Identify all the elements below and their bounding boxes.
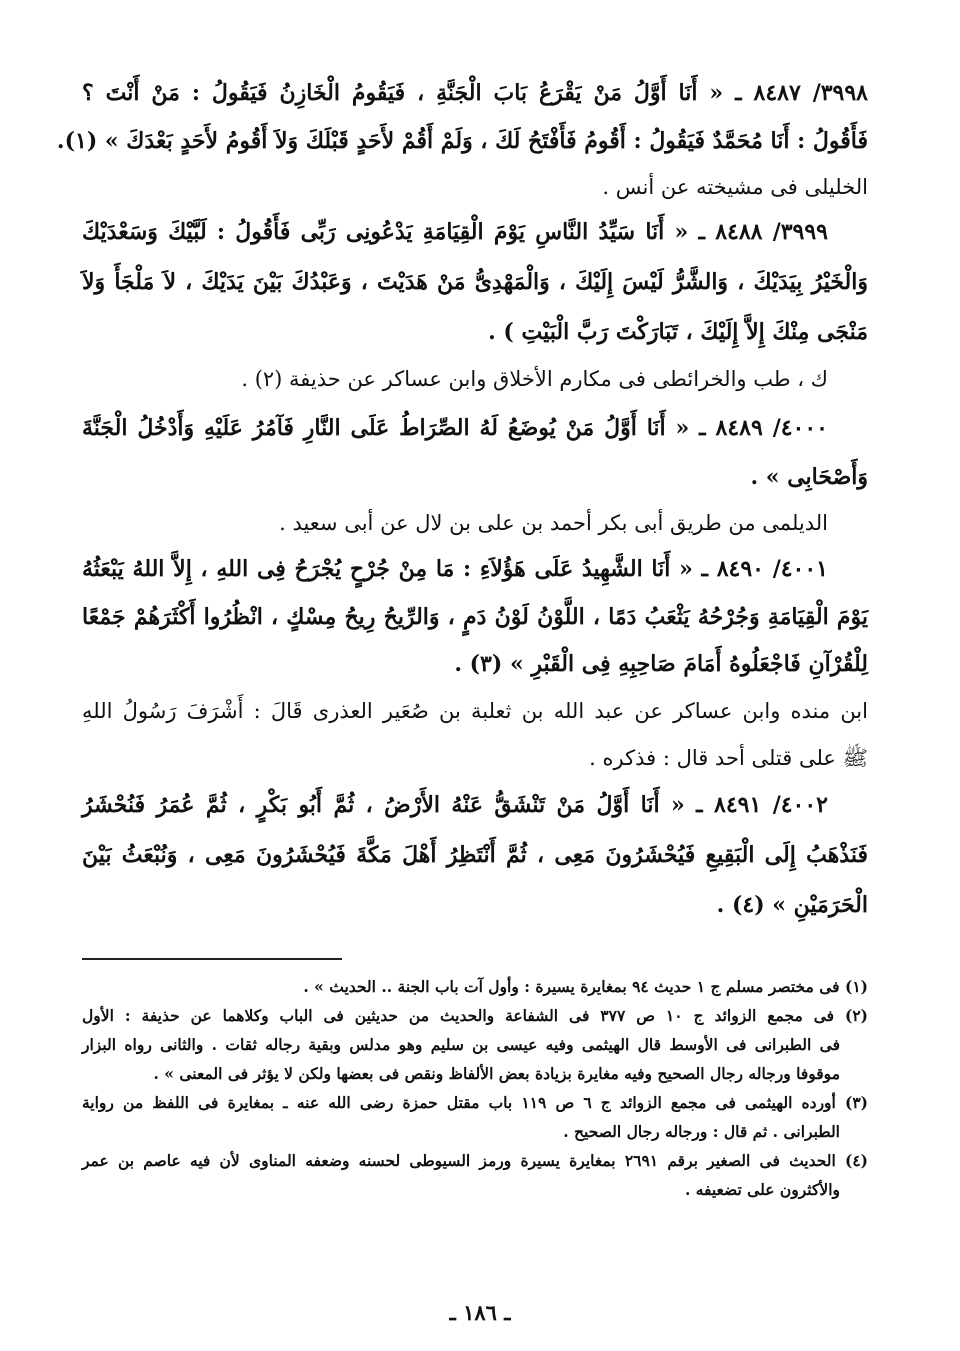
hadith-4002-line-2: فَنَذْهَبُ إِلَى الْبَقِيعِ فَيُحْشَرُونَ مَعِى ، ثُمَّ أَنْتَظِرُ أَهْلَ مَكَّةَ فَيُحْشَرُونَ مَعِى ، وَنُبْعَثُ بَيْنَ (82, 842, 868, 868)
footnote-2-line-2: فى الطبرانى فى الأوسط قال الهيثمى وفيه عيسى بن سليم وهو مدلس وبقية رجاله ثقات . والثانى رواه البزار (82, 1035, 840, 1054)
hadith-4001-line-2: يَوْمَ الْقِيَامَةِ وَجُرْحُهُ يَثْعَبُ دَمًا ، اللَّوْنُ لَوْنُ دَمٍ ، وَالرِّيحُ رِيحُ مِسْكٍ ، انْظُرُوا أَكْثَرَهُمْ جَمْعًا (82, 604, 868, 630)
source-4000: الديلمى من طريق أبى بكر أحمد بن على بن لال عن أبى سعيد . (279, 511, 828, 535)
footnote-1: (١) فى مختصر مسلم ج ١ حديث ٩٤ بمغايرة يسيرة : وأول آت باب الجنة .. الحديث » . (303, 977, 868, 996)
hadith-3999-line-1: ٣٩٩٩/ ٨٤٨٨ ـ « أَنَا سَيِّدُ النَّاسِ يَوْمَ الْقِيَامَةِ يَدْعُونِى رَبِّى فَأَقُولُ : لَبَّيْكَ وَسَعْدَيْكَ (82, 219, 828, 245)
footnote-3-line-2: الطبرانى . ثم قال : ورجاله رجال الصحيح . (563, 1122, 840, 1141)
footnotes (82, 972, 868, 1204)
footnote-2-line-1: (٢) فى مجمع الزوائد ج ١٠ ص ٣٧٧ فى الشفاعة والحديث من حديثين فى الباب وكلاهما عن حذيفة : الأول (82, 1006, 868, 1025)
main-text (56, 70, 868, 929)
hadith-4000-line-1: ٤٠٠٠/ ٨٤٨٩ ـ « أَنَا أَوَّلُ مَنْ يُوضَعُ لَهُ الصِّرَاطُ عَلَى النَّارِ فَآمُرُ عَلَيْهِ وَأَدْخُلُ الْجَنَّةَ (82, 415, 828, 441)
hadith-4000-line-2: وَأَصْحَابِى » . (750, 464, 868, 490)
footnote-separator (82, 958, 342, 960)
page-number: ـ ١٨٦ ـ (449, 1300, 511, 1325)
hadith-3998-line-2: فَأَقُولُ : أَنَا مُحَمَّدٌ فَيَقُولُ : أَقُومُ فَأَفْتَحُ لَكَ ، وَلَمْ أَقُمْ لأَحَدٍ قَبْلَكَ وَلاَ أَقُومُ لأَحَدٍ بَعْدَكَ » (١). (56, 128, 868, 154)
hadith-4002-line-1: ٤٠٠٢/ ٨٤٩١ ـ « أَنَا أَوَّلُ مَنْ تَنْشَقُّ عَنْهُ الأَرْضُ ، ثُمَّ أَبُو بَكْرٍ ، ثُمَّ عُمَرُ فَنُحْشَرُ (82, 792, 828, 818)
hadith-3999-line-3: مَنْجَى مِنْكَ إِلاَّ إِلَيْكَ ، تَبَارَكْتَ رَبَّ الْبَيْتِ ) . (488, 319, 868, 345)
footnote-4-line-1: (٤) الحديث فى الصغير برقم ٢٦٩١ بمغايرة يسيرة ورمز السيوطى لحسنه وضعفه المناوى لأن فيه عاصم بن عمر (82, 1151, 868, 1170)
footnote-4-line-2: والأكثرون على تضعيفه . (684, 1180, 840, 1199)
source-3998: الخليلى فى مشيخته عن أنس . (602, 175, 868, 199)
source-3999: ك ، طب والخرائطى فى مكارم الأخلاق وابن عساكر عن حذيفة (٢) . (241, 367, 828, 391)
hadith-4001-line-3: لِلْقُرْآنِ فَاجْعَلُوهُ أَمَامَ صَاحِبِهِ فِى الْقَبْرِ » (٣) . (454, 651, 868, 677)
hadith-3999-line-2: وَالْخَيْرُ بِيَدَيْكَ ، وَالشَّرُّ لَيْسَ إِلَيْكَ ، وَالْمَهْدِىُّ مَنْ هَدَيْتَ ، وَعَبْدُكَ بَيْنَ يَدَيْكَ ، لاَ مَلْجَأَ وَلاَ (82, 269, 868, 295)
footnote-2-line-3: موقوفا ورجاله رجال الصحيح وفيه مغايرة بزيادة بعض الألفاظ ونقص فى بعضها ولكن لا يؤثر فى المعنى » . (153, 1064, 840, 1083)
hadith-4002-line-3: الْحَرَمَيْنِ » (٤) . (716, 892, 868, 918)
source-4001-line-2: ﷺ على قتلى أحد قال : فذكره . (589, 746, 868, 770)
footnote-3-line-1: (٣) أورده الهيثمى فى مجمع الزوائد ج ٦ ص ١١٩ باب مقتل حمزة رضى الله عنه ـ بمغايرة فى اللفظ من رواية (82, 1093, 868, 1112)
source-4001-line-1: ابن منده وابن عساكر عن عبد الله بن ثعلبة بن صُعَير العذرى قَالَ : أَشْرَفَ رَسُولُ اللهِ (82, 699, 868, 723)
hadith-3998-line-1: ٣٩٩٨/ ٨٤٨٧ ـ « أَنَا أَوَّلُ مَنْ يَقْرَعُ بَابَ الْجَنَّةِ ، فَيَقُومُ الْخَازِنُ فَيَقُولُ : مَنْ أَنْتَ ؟ (82, 80, 868, 106)
hadith-4001-line-1: ٤٠٠١/ ٨٤٩٠ ـ « أَنَا الشَّهِيدُ عَلَى هَؤُلاَءِ : مَا مِنْ جُرْحٍ يُجْرَحُ فِى اللهِ ، إِلاَّ اللهُ يَبْعَثُهُ (82, 556, 828, 582)
